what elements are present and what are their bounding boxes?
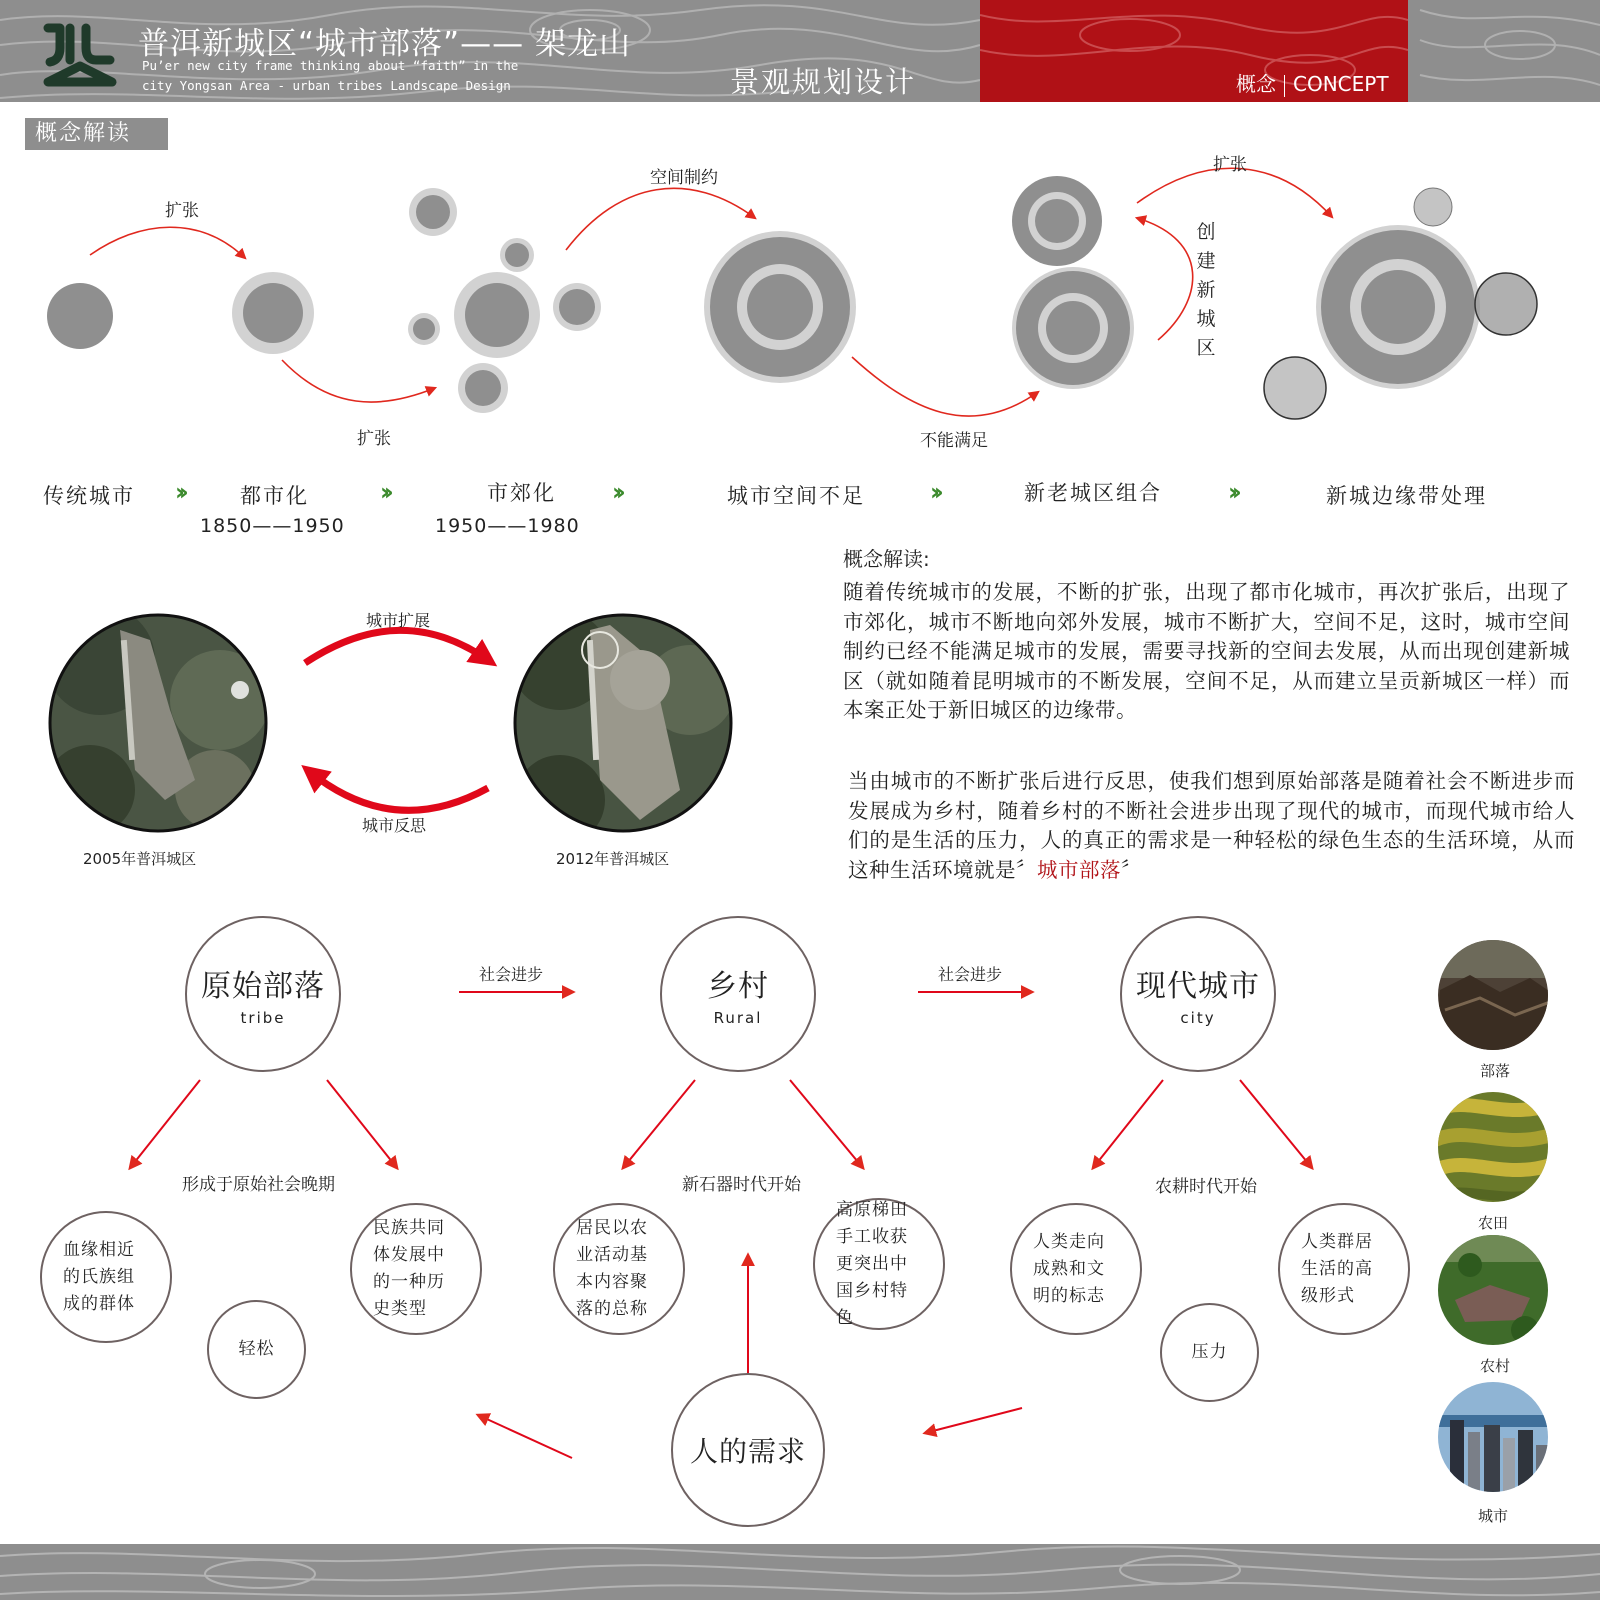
stage-traditional-city: 传统城市 [43, 484, 135, 508]
label-city-expansion: 城市扩展 [366, 611, 431, 630]
label-tribe-origin: 形成于原始社会晚期 [182, 1175, 335, 1195]
leaf-relaxed: 轻松 [207, 1300, 306, 1399]
tab-en-label: CONCEPT [1293, 72, 1389, 96]
photo-city [1435, 1380, 1551, 1508]
caption-photo-village: 农村 [1480, 1357, 1511, 1375]
chevron-right-icon: ›› [1228, 478, 1236, 506]
arrow-insufficient [852, 357, 1038, 416]
label-social-progress-1: 社会进步 [479, 965, 544, 984]
node-tribe-cn: 原始部落 [201, 969, 325, 1004]
section-label: 概念解读 [25, 118, 168, 150]
arrow-tribe-right [327, 1080, 397, 1168]
arrow-label-expand-1: 扩张 [165, 201, 199, 221]
paragraph-2-text: 当由城市的不断扩张后进行反思，使我们想到原始部落是随着社会不断进步而发展成为乡村，随着乡村的不断社会进步出现了现代的城市，而现代城市给人们的是生活的压力，人的真正的需求是一种轻松的绿色生态的生活环境，从而这种生活环境就是〞 [848, 769, 1575, 882]
label-city-origin: 农耕时代开始 [1155, 1177, 1257, 1197]
node-tribe [185, 916, 341, 1072]
node-tribe-en: tribe [240, 1009, 286, 1027]
footer-banner [0, 1544, 1600, 1600]
edge-satellite-circle [1264, 357, 1326, 419]
title-chinese: 普洱新城区“城市部落”—— 架龙山 [138, 26, 631, 62]
stage-insufficient-space: 城市空间不足 [727, 484, 865, 508]
arrow-expand-2 [282, 360, 435, 402]
arrow-label-space-constraint: 空间制约 [650, 168, 718, 188]
stage-suburbanization: 市郊化 [487, 481, 556, 505]
leaf-tribe-ethnic: 民族共同体发展中的一种历史类型 [350, 1203, 482, 1335]
arrow-city-expansion [305, 630, 488, 663]
edge-satellite-circle [1475, 273, 1537, 335]
concept-paragraph-2 [848, 767, 1575, 885]
arrow-space-constraint [566, 188, 755, 250]
leaf-tribe-blood: 血缘相近的氏族组成的群体 [40, 1211, 172, 1343]
traditional-city-circle [47, 283, 113, 349]
arrow-city-right [1240, 1080, 1312, 1168]
chevron-right-icon: ›› [175, 478, 183, 506]
leaf-rural-terrace: 高原梯田手工收获更突出中国乡村特色 [813, 1198, 945, 1330]
caption-photo-city: 城市 [1478, 1507, 1509, 1525]
arrow-rural-right [790, 1080, 863, 1168]
arrow-tribe-left [130, 1080, 200, 1168]
vertical-label-create-new-city: 创建新城区 [1196, 221, 1216, 359]
leaf-city-habitat: 人类群居生活的高级形式 [1278, 1203, 1410, 1335]
label-city-reflection: 城市反思 [362, 816, 427, 835]
topographic-pattern [0, 1544, 1600, 1600]
photo-tribe [1435, 938, 1555, 1055]
arrow-label-expand-3: 扩张 [1213, 155, 1247, 175]
label-social-progress-2: 社会进步 [938, 965, 1003, 984]
map-2005 [45, 605, 270, 835]
human-need-label: 人的需求 [689, 1435, 806, 1468]
urbanization-inner-circle [243, 283, 303, 343]
years-urbanization: 1850——1950 [200, 515, 345, 537]
chevron-right-icon: ›› [612, 478, 620, 506]
chevron-right-icon: ›› [380, 478, 388, 506]
tab-cn-label: 概念 [1236, 72, 1276, 96]
years-suburbanization: 1950——1980 [435, 515, 580, 537]
label-rural-origin: 新石器时代开始 [682, 1175, 801, 1195]
concept-heading: 概念解读: [843, 547, 930, 571]
map-2012 [510, 610, 735, 845]
node-modern-city [1120, 916, 1276, 1072]
photo-village [1435, 1232, 1551, 1348]
arrow-expand-1 [90, 227, 245, 258]
node-city-cn: 现代城市 [1136, 969, 1260, 1004]
concept-paragraph-1: 随着传统城市的发展，不断的扩张，出现了都市化城市，再次扩张后，出现了市郊化，城市不断地向郊外发展，城市不断扩大，空间不足，这时，城市空间制约已经不能满足城市的发展，需要寻找新的空间去发展，从而出现创建新城区（就如随着昆明城市的不断发展，空间不足，从而建立呈贡新城区一样）而本案正处于新旧城区的边缘带。 [843, 580, 1570, 722]
arrow-need-left [478, 1415, 572, 1458]
arrow-expand-3 [1137, 168, 1332, 217]
arrow-rural-left [623, 1080, 695, 1168]
caption-photo-tribe: 部落 [1480, 1062, 1511, 1080]
node-human-need [671, 1373, 825, 1527]
satellite-circle-inner [559, 289, 595, 325]
paragraph-2-end: 〞 [1121, 857, 1142, 882]
node-rural [660, 916, 816, 1072]
node-rural-cn: 乡村 [707, 969, 769, 1004]
satellite-circle-inner [416, 195, 450, 229]
edge-satellite-circle [1414, 188, 1452, 226]
title-english-line1: Pu’er new city frame thinking about “faith” in the [142, 58, 519, 73]
caption-map-2012: 2012年普洱城区 [556, 850, 670, 868]
caption-photo-farmland: 农田 [1478, 1214, 1509, 1232]
satellite-circle-inner [413, 318, 435, 340]
leaf-rural-agriculture: 居民以农业活动基本内容聚落的总称 [553, 1203, 685, 1335]
arrow-city-left [1093, 1080, 1163, 1168]
chevron-right-icon: ›› [930, 478, 938, 506]
leaf-pressure: 压力 [1160, 1303, 1259, 1402]
arrow-city-reflection [310, 772, 488, 810]
stage-urbanization: 都市化 [240, 484, 309, 508]
stage-new-old-combination: 新老城区组合 [1024, 481, 1162, 505]
arrow-need-from-right [925, 1408, 1022, 1433]
photo-farmland [1435, 1090, 1551, 1206]
suburban-core-inner [465, 283, 529, 347]
arrow-create-new-city [1137, 218, 1193, 340]
city-space-center [747, 274, 813, 340]
satellite-circle-inner [505, 243, 529, 267]
title-chinese-line2: 景观规划设计 [730, 65, 917, 99]
satellite-circle-inner [465, 370, 501, 406]
arrow-label-insufficient: 不能满足 [920, 431, 988, 451]
stage-edge-zone: 新城边缘带处理 [1326, 484, 1487, 508]
title-english-line2: city Yongsan Area - urban tribes Landscape Design [142, 78, 511, 93]
node-rural-en: Rural [713, 1009, 763, 1027]
arrow-label-expand-2: 扩张 [357, 429, 391, 449]
caption-map-2005: 2005年普洱城区 [83, 850, 197, 868]
leaf-city-civilization: 人类走向成熟和文明的标志 [1010, 1203, 1142, 1335]
node-city-en: city [1180, 1009, 1216, 1027]
highlight-urban-tribe: 城市部落 [1037, 857, 1121, 882]
